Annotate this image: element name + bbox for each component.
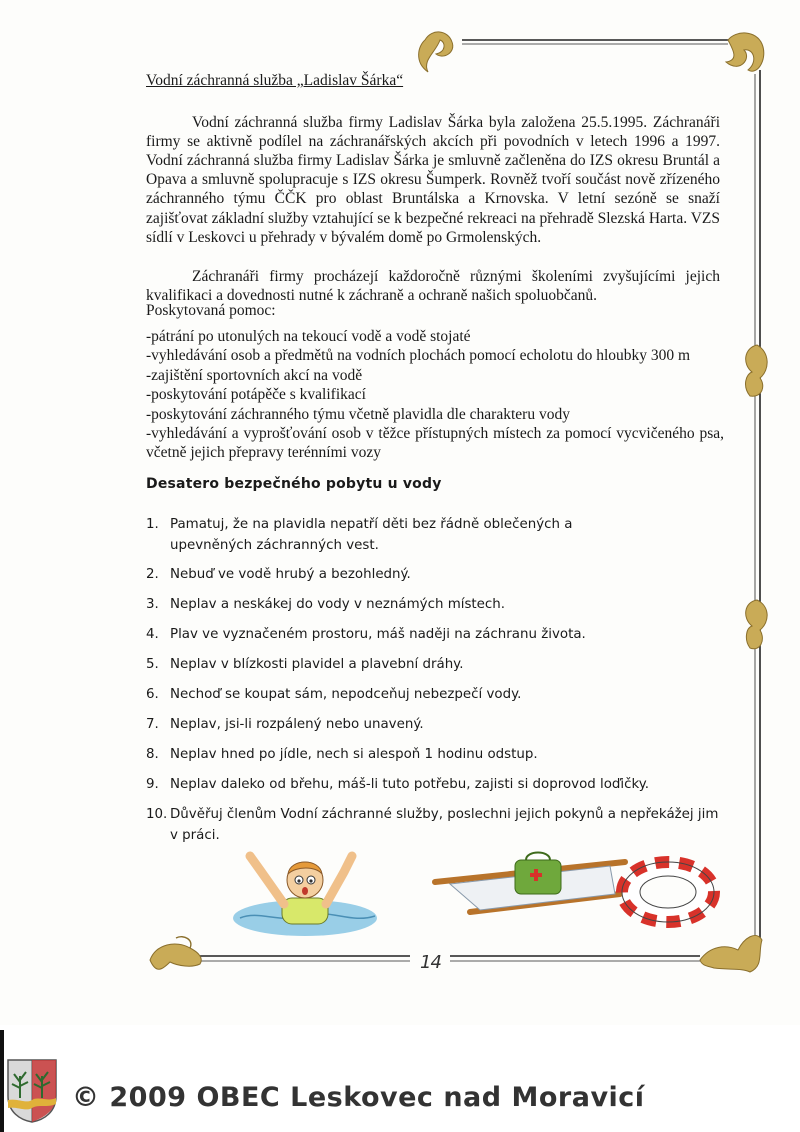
- help-item: -pátrání po utonulých na tekoucí vodě a vodě stojaté: [146, 328, 471, 345]
- rule-text: Plav ve vyznačeném prostoru, máš naději na záchranu života.: [170, 627, 586, 642]
- rule-number: 8.: [146, 747, 159, 762]
- help-item: -poskytování potápěče s kvalifikací: [146, 386, 366, 404]
- rule-number: 4.: [146, 627, 159, 642]
- rule-number: 6.: [146, 687, 159, 702]
- coat-of-arms-icon: [6, 1058, 58, 1124]
- rule-text: Důvěřuj členům Vodní záchranné služby, poslechni jejich pokynů a nepřekážej jim v práci.: [170, 807, 719, 843]
- rule-text: Neplav daleko od břehu, máš-li tuto potřebu, zajisti si doprovod loďičky.: [170, 777, 650, 792]
- ornament-bottom-left: [150, 944, 201, 969]
- rule-number: 5.: [146, 657, 159, 672]
- rule-item: [146, 744, 736, 765]
- footer-edge: [0, 1030, 4, 1132]
- rule-number: 9.: [146, 777, 159, 792]
- rules-title: Desatero bezpečného pobytu u vody: [146, 476, 442, 492]
- life-ring-illustration: [622, 862, 714, 922]
- ornament-top-left: [419, 32, 453, 72]
- rule-item: [146, 624, 736, 645]
- training-paragraph: Záchranáři firmy procházejí každoročně různými školeními zvyšujícími jejich kvalifikaci a dovednosti nutné k záchraně a ochraně našich spoluobčanů.: [146, 267, 720, 304]
- help-list: [146, 327, 724, 463]
- ornament-right-1: [746, 345, 768, 396]
- intro-paragraph: Vodní záchranná služba firmy Ladislav Šárka byla založena 25.5.1995. Záchranáři firmy se aktivně podílel na záchranářských akcích při povodních v letech 1996 a 1997. Vodní záchranná služba firmy Ladislav Šárka je smluvně začleněna do IZS okresu Bruntál a Opava a smluvně spolupracuje s IZS okresu Šumperk. Rovněž tvoří součást nově zřízeného záchranného týmu ČČK pro oblast Bruntálska a Krnovska. V letní sezóně se snaží zajišťovat základní služby vztahující se k bezpečné rekreaci na přehradě Slezská Harta. VZS sídlí v Leskovci u přehrady v bývalém domě po Grmolenských.: [146, 113, 720, 246]
- help-item: -vyhledávání osob a předmětů na vodních plochách pomocí echolotu do hloubky 300 m: [146, 347, 691, 365]
- rule-number: 2.: [146, 567, 159, 582]
- stretcher-illustration: [435, 853, 625, 913]
- rule-text: Neplav v blízkosti plavidel a plavební dráhy.: [170, 657, 464, 672]
- article-title: Vodní záchranná služba „Ladislav Šárka“: [146, 72, 404, 89]
- copyright-footer: © 2009 OBEC Leskovec nad Moravicí: [72, 1082, 645, 1113]
- help-item: -poskytování záchranného týmu včetně plavidla dle charakteru vody: [146, 405, 570, 423]
- rule-text: Nechoď se koupat sám, nepodceňuj nebezpečí vody.: [170, 687, 522, 702]
- rule-text: Pamatuj, že na plavidla nepatří děti bez řádně oblečených a upevněných záchranných vest.: [170, 517, 573, 553]
- rule-text: Neplav a neskákej do vody v neznámých místech.: [170, 597, 506, 612]
- rule-text: Neplav, jsi-li rozpálený nebo unavený.: [170, 717, 424, 732]
- ornament-right-2: [746, 600, 767, 649]
- rule-text: Neplav hned po jídle, nech si alespoň 1 hodinu odstup.: [170, 747, 538, 762]
- help-item: -zajištění sportovních akcí na vodě: [146, 366, 363, 384]
- page-number: 14: [420, 952, 441, 973]
- rule-item: [146, 594, 736, 615]
- ornament-top-right: [726, 33, 764, 71]
- rule-item: [146, 714, 736, 735]
- help-heading: Poskytovaná pomoc:: [146, 302, 276, 319]
- rules-list: [146, 514, 736, 855]
- rule-number: 7.: [146, 717, 159, 732]
- rule-number: 1.: [146, 517, 159, 532]
- rule-number: 10.: [146, 807, 168, 822]
- rule-item: [146, 514, 736, 556]
- ornament-bottom-right: [700, 935, 762, 972]
- drowning-child-illustration: [233, 856, 377, 936]
- rule-item: [146, 684, 736, 705]
- rule-item: [146, 774, 736, 795]
- rule-text: Nebuď ve vodě hrubý a bezohledný.: [170, 567, 411, 582]
- rule-item: [146, 564, 736, 585]
- rule-item: [146, 654, 736, 675]
- illustrations: [230, 840, 730, 940]
- rule-number: 3.: [146, 597, 159, 612]
- help-item: -vyhledávání a vyprošťování osob v těžce přístupných místech za pomocí vycvičeného psa, včetně jejich přepravy terénními vozy: [146, 425, 724, 462]
